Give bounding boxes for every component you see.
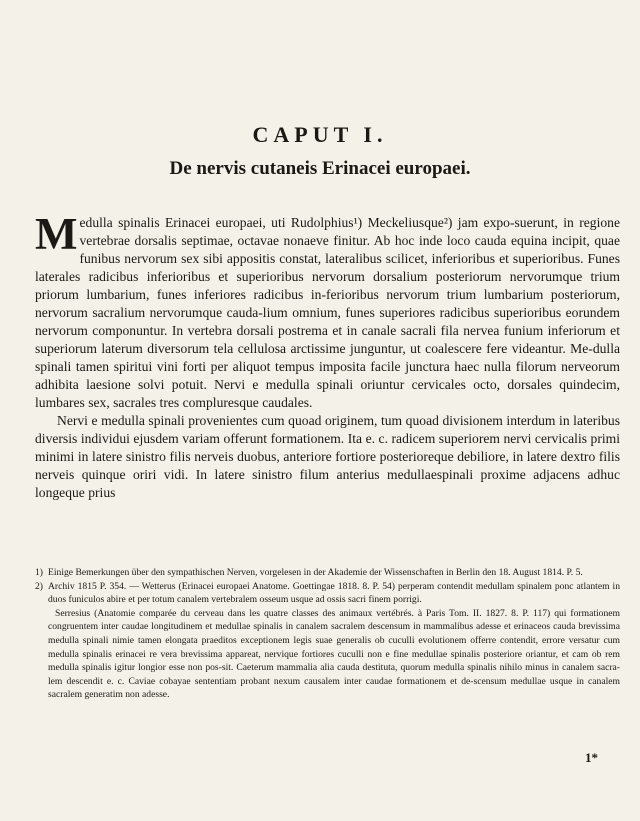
signature-mark: 1* xyxy=(585,750,598,765)
paragraph-1-text: edulla spinalis Erinacei europaei, uti Rudolphius¹) Meckeliusque²) jam expo-suerunt, in regione vertebrae dorsalis septimae, octavae nonaeve finitur. Ab hoc inde loco cauda equina incipit, quae funibus nervorum sex sibi appositis constat, lateralibus scilicet, inferioribus et superioribus. Funes laterales radicibus inferioribus et superioribus nervorum dorsalium posteriorum nervorumque trium priorum lumbarium, funes inferiores radicibus in-ferioribus nervorum trium lumbarium posteriorum, nervorum sacralium nervorumque cauda-lium omnium, funes superiores radicibus superioribus eorundem nervorum componuntur. In vertebra dorsali postrema et in canale sacrali fila nervea funium inferiorum et superiorum laterum diversorum tela cellulosa arctissime junguntur, ut coalescere fere videantur. Me-dulla spinali tamen spiritui vini forti per aliquot tempus imposita facile junctura haec nulla filorum nerveorum adhibita laesione solvi potuit. Nervi e medulla spinali oriuntur cervicales octo, dorsales quindecim, lumbares sex, sacrales tres compluresque caudales. xyxy=(35,215,620,410)
footnote-2-paragraph: Serresius (Anatomie comparée du cerveau dans les quatre classes des animaux vertébrés. à Paris Tom. II. 1827. 8. P. 117) qui formationem congruentem inter caudae longitudinem et medullae spinalis in canalem sacralem descensum in mammalibus adesse et erinaceos cauda brevissima medulla spinali nimie tamen elongata praeditos exceptionem legis suae generalis ob cuculli evolutionem offerre contendit, errore versatur cum medulla spinalis erinacei re vera brevissima appareat, nervique fortiores cuculli non e fine medullae spinalis posteriore oriantur, et cam ob rem medulla spinalis igitur longior esse non pos-sit. Caeterum mammalia alia cauda destituta, quorum medulla spinalis nihilo minus in canalem sacra-lem descendit e. c. Caviae cobayae sententiam probant nexum causalem inter caudae formationem et de-scensum medullae usque in canalem sacralem generatim non adesse. xyxy=(48,607,620,701)
footnote-2-text: Archiv 1815 P. 354. — Wetterus (Erinacei europaei Anatome. Goettingae 1818. 8. P. 54) perperam contendit medullam spinalem ponc atlantem in duos funiculos abire et per totum canalem vertebralem osseum usque ad ossis sacri finem porrigi. xyxy=(48,580,620,606)
footnote-1 xyxy=(35,566,620,580)
footnote-2 xyxy=(35,580,620,702)
paragraph-2: Nervi e medulla spinali provenientes cum quoad originem, tum quoad divisionem interdum in lateribus diversis individui ejusdem variam offerunt formationem. Ita e. c. radicem superiorem nervi cervicalis primi minimi in latere sinistro filis nerveis duobus, anteriore fortiore posterioreque debiliore, in latere dextro filis nerveis quinque oriri vidi. In latere sinistro filum anterius medullaespinali proxime adjacens adhuc longeque prius xyxy=(35,413,620,500)
chapter-heading: CAPUT I. xyxy=(252,122,388,147)
footnotes xyxy=(35,566,620,702)
footnote-1-text: Einige Bemerkungen über den sympathischen Nerven, vorgelesen in der Akademie der Wissenschaften in Berlin den 18. August 1814. P. 5. xyxy=(48,567,583,578)
main-text xyxy=(35,209,620,502)
paragraph-1 xyxy=(35,209,620,412)
footnote-1-number: 1) xyxy=(35,567,43,578)
chapter-title: De nervis cutaneis Erinacei europaei. xyxy=(169,158,471,179)
drop-cap: M xyxy=(35,209,78,259)
footnote-2-number: 2) xyxy=(35,580,43,592)
